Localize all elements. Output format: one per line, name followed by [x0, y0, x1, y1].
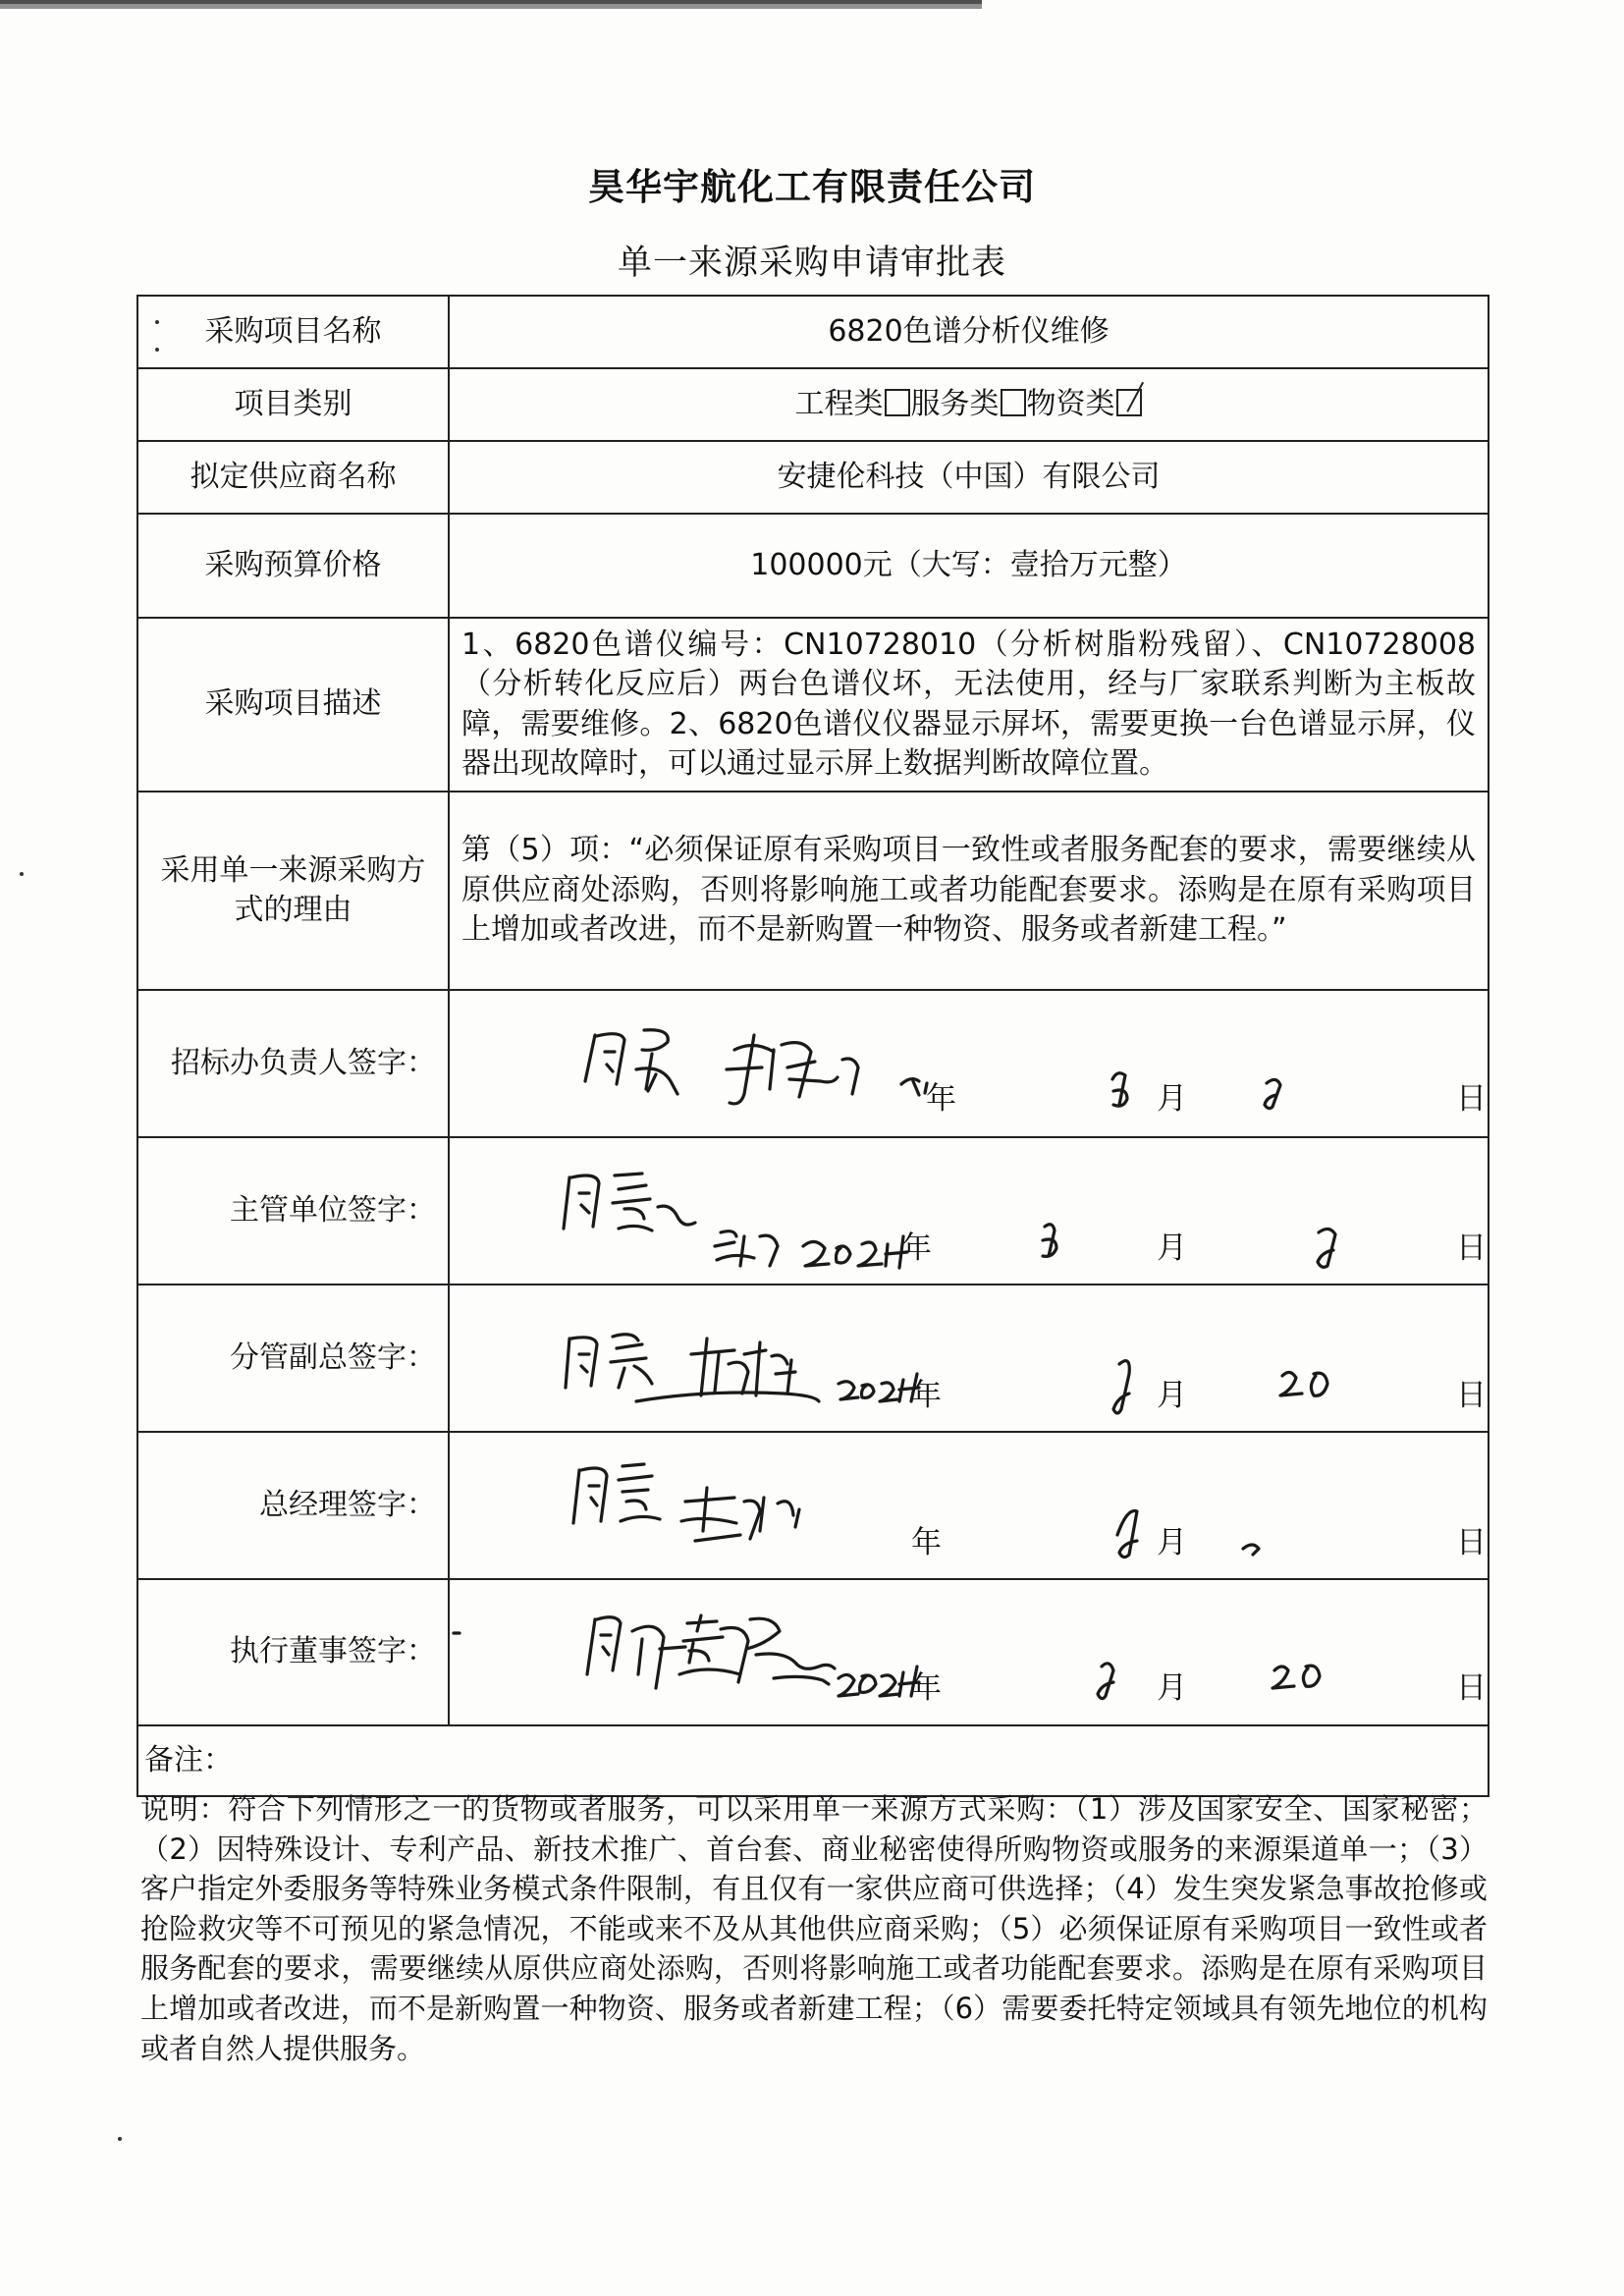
supplier-value: 安捷伦科技（中国）有限公司: [449, 441, 1489, 514]
project-name-value: 6820色谱分析仪维修: [449, 296, 1489, 368]
scan-speck: [155, 348, 159, 352]
row-signature-deputy-gm: [137, 1285, 1489, 1432]
signature-label-supervising-unit: 主管单位签字：: [137, 1137, 449, 1285]
form-title: 单一来源采购申请审批表: [617, 244, 1006, 283]
signature-label-tender-office: 招标办负责人签字：: [137, 990, 449, 1137]
day-label: 日: [1456, 1525, 1487, 1560]
signature-cell-deputy-gm[interactable]: [449, 1285, 1489, 1432]
row-remarks: [137, 1725, 1489, 1796]
month-label: 月: [1157, 1378, 1187, 1413]
description-value: 1、6820色谱仪编号：CN10728010（分析树脂粉残留）、CN10728008（分析转化反应后）两台色谱仪坏，无法使用，经与厂家联系判断为主板故障，需要维修。2、6820色谱仪仪器显示屏坏，需要更换一台色谱显示屏，仪器出现故障时，可以通过显示屏上数据判断故障位置。: [449, 618, 1489, 792]
handwritten-signature-4: [450, 1433, 1489, 1578]
category-options: [449, 368, 1489, 441]
approval-form-table: [136, 295, 1489, 1797]
scan-speck: [155, 320, 159, 324]
row-supplier: [137, 441, 1489, 514]
month-label: 月: [1157, 1670, 1187, 1706]
signature-label-deputy-gm: 分管副总签字：: [137, 1285, 449, 1432]
year-label: 年: [901, 1230, 932, 1266]
handwritten-signature-3: [450, 1285, 1489, 1431]
year-label: 年: [911, 1525, 942, 1560]
category-label: 项目类别: [137, 368, 449, 441]
row-signature-executive-director: [137, 1579, 1489, 1725]
row-signature-tender-office: [137, 990, 1489, 1137]
supplier-label: 拟定供应商名称: [137, 441, 449, 514]
category-option-engineering[interactable]: 工程类: [795, 387, 911, 421]
signature-cell-executive-director[interactable]: [449, 1579, 1489, 1725]
scan-artifact-top: [0, 0, 982, 18]
day-label: 日: [1456, 1230, 1487, 1266]
service-checkbox[interactable]: [1001, 389, 1026, 416]
company-title: 昊华宇航化工有限责任公司: [588, 166, 1036, 208]
row-signature-general-manager: [137, 1432, 1489, 1579]
row-description: [137, 618, 1489, 792]
year-label: 年: [926, 1081, 956, 1117]
engineering-checkbox[interactable]: [885, 389, 910, 416]
project-name-label: 采购项目名称: [137, 296, 449, 368]
handwritten-signature-5: [450, 1580, 1489, 1724]
handwritten-signature-1: [450, 991, 1489, 1136]
year-label: 年: [911, 1670, 942, 1706]
signature-label-general-manager: 总经理签字：: [137, 1432, 449, 1579]
day-label: 日: [1456, 1670, 1487, 1706]
signature-cell-tender-office[interactable]: [449, 990, 1489, 1137]
explanatory-note: 说明：符合下列情形之一的货物或者服务，可以采用单一来源方式采购：（1）涉及国家安全、国家秘密；（2）因特殊设计、专利产品、新技术推广、首台套、商业秘密使得所购物资或服务的来源渠道单一；（3）客户指定外委服务等特殊业务模式条件限制，有且仅有一家供应商可供选择；（4）发生突发紧急事故抢修或抢险救灾等不可预见的紧急情况，不能或来不及从其他供应商采购；（5）必须保证原有采购项目一致性或者服务配套的要求，需要继续从原供应商处添购，否则将影响施工或者功能配套要求。添购是在原有采购项目上增加或者改进，而不是新购置一种物资、服务或者新建工程；（6）需要委托特定领域具有领先地位的机构或者自然人提供服务。: [140, 1792, 1488, 2065]
reason-value: 第（5）项：“必须保证原有采购项目一致性或者服务配套的要求，需要继续从原供应商处添购，否则将影响施工或者功能配套要求。添购是在原有采购项目上增加或者改进，而不是新购置一种物资、服务或者新建工程。”: [449, 792, 1489, 990]
scan-speck: [20, 872, 24, 876]
handwritten-signature-2: [450, 1138, 1489, 1284]
remarks-label: 备注：: [144, 1742, 233, 1777]
month-label: 月: [1157, 1525, 1187, 1560]
scan-speck: [118, 2137, 122, 2141]
row-budget: [137, 514, 1489, 618]
month-label: 月: [1157, 1081, 1187, 1117]
signature-cell-general-manager[interactable]: [449, 1432, 1489, 1579]
reason-label: 采用单一来源采购方式的理由: [137, 792, 449, 990]
row-signature-supervising-unit: [137, 1137, 1489, 1285]
budget-value: 100000元（大写：壹拾万元整）: [449, 514, 1489, 618]
row-category: [137, 368, 1489, 441]
description-label: 采购项目描述: [137, 618, 449, 792]
signature-cell-supervising-unit[interactable]: [449, 1137, 1489, 1285]
signature-label-executive-director: 执行董事签字：: [137, 1579, 449, 1725]
row-reason: [137, 792, 1489, 990]
row-project-name: [137, 296, 1489, 368]
category-option-service[interactable]: 服务类: [911, 387, 1027, 421]
day-label: 日: [1456, 1378, 1487, 1413]
year-label: 年: [911, 1378, 942, 1413]
category-option-materials[interactable]: 物资类: [1027, 387, 1143, 421]
month-label: 月: [1157, 1230, 1187, 1266]
day-label: 日: [1456, 1081, 1487, 1117]
materials-checkbox-checked[interactable]: [1116, 389, 1142, 416]
remarks-cell[interactable]: [137, 1725, 1489, 1796]
budget-label: 采购预算价格: [137, 514, 449, 618]
